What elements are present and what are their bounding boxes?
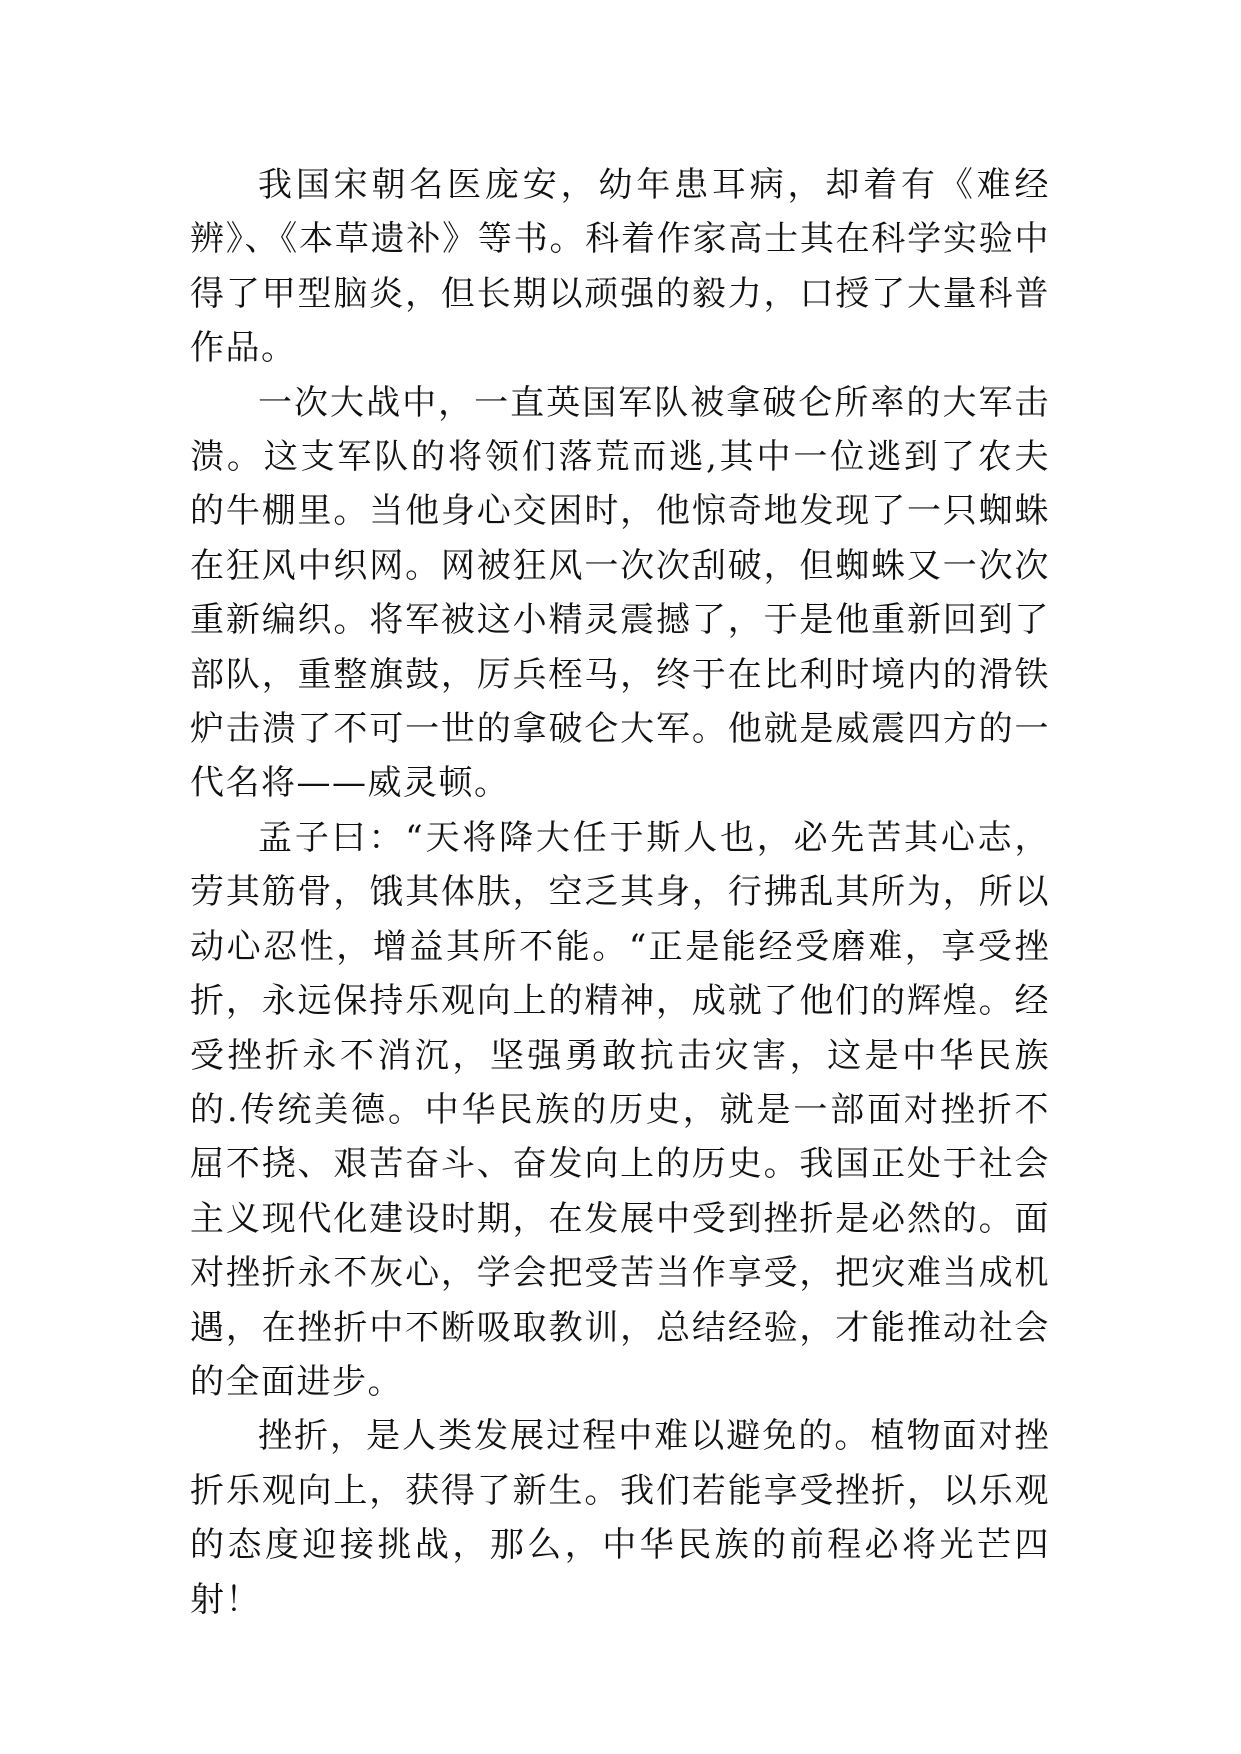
paragraph-2: 一次大战中，一直英国军队被拿破仑所率的大军击溃。这支军队的将领们落荒而逃,其中一位逃到了农夫的牛棚里。当他身心交困时，他惊奇地发现了一只蜘蛛在狂风中织网。网被狂风一次次刮破，但蜘蛛又一次次重新编织。将军被这小精灵震撼了，于是他重新回到了部队，重整旗鼓，厉兵桎马，终于在比利时境内的滑铁炉击溃了不可一世的拿破仑大军。他就是威震四方的一代名将——威灵顿。 [190,382,1050,804]
article-body [190,158,1050,1627]
paragraph-3: 孟子曰：“天将降大任于斯人也，必先苦其心志，劳其筋骨，饿其体肤，空乏其身，行拂乱其所为，所以动心忍性，增益其所不能。“正是能经受磨难，享受挫折，永远保持乐观向上的精神，成就了他们的辉煌。经受挫折永不消沉，坚强勇敢抗击灾害，这是中华民族的.传统美德。中华民族的历史，就是一部面对挫折不屈不挠、艰苦奋斗、奋发向上的历史。我国正处于社会主义现代化建设时期，在发展中受到挫折是必然的。面对挫折永不灰心，学会把受苦当作享受，把灾难当成机遇，在挫折中不断吸取教训，总结经验，才能推动社会的全面进步。 [190,817,1050,1402]
paragraph-1: 我国宋朝名医庞安，幼年患耳病，却着有《难经辨》、《本草遗补》等书。科着作家高士其在科学实验中得了甲型脑炎，但长期以顽强的毅力，口授了大量科普作品。 [190,165,1050,369]
paragraph-4: 挫折，是人类发展过程中难以避免的。植物面对挫折乐观向上，获得了新生。我们若能享受挫折，以乐观的态度迎接挑战，那么，中华民族的前程必将光芒四射！ [190,1416,1050,1620]
